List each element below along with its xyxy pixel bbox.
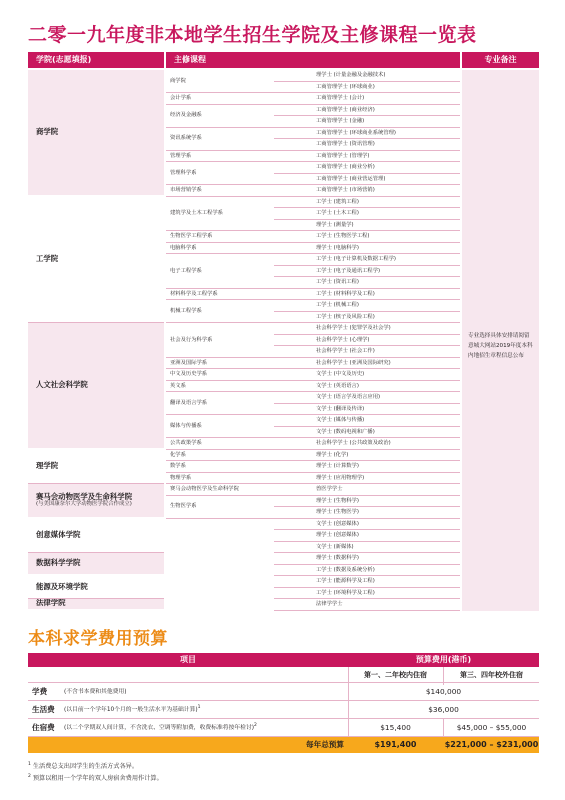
department-cell: 资讯系统学系 bbox=[166, 128, 274, 151]
degree-cell: 社会科学学士 (社会工作) bbox=[274, 346, 460, 358]
remarks-column bbox=[462, 52, 539, 611]
degree-cell: 社会科学学士 (公共政策及政治) bbox=[274, 438, 460, 450]
degree-cell: 工商管理学士 (环球商业系统管理) bbox=[274, 128, 460, 140]
degree-cell: 文学士 (英语语言) bbox=[274, 381, 460, 393]
footnote-number: 2 bbox=[28, 773, 31, 779]
fees-table bbox=[28, 653, 539, 753]
footnote-mark: 2 bbox=[254, 723, 257, 729]
college-name: 数据科学学院 bbox=[36, 558, 81, 568]
department-cell: 经济及金融系 bbox=[166, 105, 274, 128]
fees-row-desc-text: (以二个学期双人间计算，不含洗衣、空调等附加费，收费标准将按年检讨) bbox=[64, 725, 255, 731]
fees-sub-year12: 第一、二年校内住宿 bbox=[364, 671, 427, 679]
fees-row-desc bbox=[64, 701, 201, 719]
fees-row-desc: (不含书本费和其他费用) bbox=[64, 689, 127, 695]
degree-cell: 工学士 (机械工程) bbox=[274, 300, 460, 312]
fees-header-row bbox=[28, 653, 539, 667]
college-name: 创意媒体学院 bbox=[36, 529, 81, 539]
programme-table bbox=[28, 52, 539, 611]
fees-row-label: 住宿费 bbox=[32, 723, 55, 732]
remarks-header: 专业备注 bbox=[462, 52, 539, 68]
department-cell: 中文及历史学系 bbox=[166, 369, 274, 381]
college-name: 工学院 bbox=[36, 253, 59, 263]
college-column bbox=[28, 52, 164, 611]
department-cell: 化学系 bbox=[166, 450, 274, 462]
degree-cell: 工商管理学士 (会计) bbox=[274, 93, 460, 105]
degree-cell: 工学士 (资讯工程) bbox=[274, 277, 460, 289]
degree-cell: 文学士 (创意媒体) bbox=[274, 519, 460, 531]
department-cell: 市场营销学系 bbox=[166, 185, 274, 197]
college-cell bbox=[28, 197, 164, 324]
department-cell: 材料科学及工程学系 bbox=[166, 289, 274, 301]
college-subtitle: (与美国康奈尔大学动物医学院合作成立) bbox=[36, 501, 132, 508]
department-cell: 英文系 bbox=[166, 381, 274, 393]
degree-cell: 工学士 (数据及系统分析) bbox=[274, 565, 460, 577]
department-cell: 社会及行为科学系 bbox=[166, 323, 274, 358]
fees-row-value: $140,000 bbox=[425, 687, 462, 696]
department-cell: 数学系 bbox=[166, 461, 274, 473]
department-cell: 商学院 bbox=[166, 70, 274, 93]
degree-cell: 理学士 (创意媒体) bbox=[274, 530, 460, 542]
college-name: 能源及环境学院 bbox=[36, 581, 88, 591]
degree-cell: 工商管理学士 (环球商业) bbox=[274, 82, 460, 94]
degree-cell: 理学士 (化学) bbox=[274, 450, 460, 462]
degree-column bbox=[274, 52, 460, 611]
college-cell bbox=[28, 599, 164, 611]
footnote-text: 生活费总支出因学生的生活方式各异。 bbox=[32, 763, 139, 770]
college-name: 赛马会动物医学及生命科学院 bbox=[36, 491, 133, 501]
degree-cell: 文学士 (中文及历史) bbox=[274, 369, 460, 381]
fees-row-value2: $45,000 – $55,000 bbox=[456, 723, 527, 732]
fees-row-label: 学费 bbox=[32, 687, 48, 696]
degree-cell: 法律学学士 bbox=[274, 599, 460, 611]
college-cell bbox=[28, 70, 164, 197]
degree-cell: 工商管理学士 (商业营运管理) bbox=[274, 174, 460, 186]
fees-row-desc bbox=[64, 719, 257, 737]
degree-cell: 文学士 (新媒体) bbox=[274, 542, 460, 554]
department-column bbox=[166, 52, 274, 611]
department-cell: 媒体与传播系 bbox=[166, 415, 274, 438]
degree-cell: 工学士 (建筑工程) bbox=[274, 197, 460, 209]
degree-cell: 理学士 (计算数学) bbox=[274, 461, 460, 473]
department-cell: 物理学系 bbox=[166, 473, 274, 485]
department-cell: 电脑科学系 bbox=[166, 243, 274, 255]
degree-cell: 理学士 (数据科学) bbox=[274, 553, 460, 565]
degree-cell: 文学士 (翻译及传译) bbox=[274, 404, 460, 416]
remarks-note: 专业选择具体安排请阅留意城大网站2019年度本科内地招生章程信息公布 bbox=[468, 333, 533, 359]
degree-cell: 社会科学学士 (亚洲及国际研究) bbox=[274, 358, 460, 370]
degree-cell: 工商管理学士 (管理学) bbox=[274, 151, 460, 163]
degree-header bbox=[274, 52, 460, 68]
fees-row-value: $15,400 bbox=[380, 723, 411, 732]
degree-cell: 文学士 (语言学及语言应用) bbox=[274, 392, 460, 404]
college-name: 法律学院 bbox=[36, 599, 66, 608]
footnote-1 bbox=[28, 761, 138, 770]
fees-title: 本科求学费用预算 bbox=[28, 629, 168, 649]
degree-cell: 工学士 (环境科学及工程) bbox=[274, 588, 460, 600]
college-header: 学院(志愿填报) bbox=[28, 52, 164, 68]
fees-sub-year34: 第三、四年校外住宿 bbox=[460, 671, 523, 679]
college-name: 理学院 bbox=[36, 460, 59, 470]
department-cell: 会计学系 bbox=[166, 93, 274, 105]
department-cell: 生物医学工程学系 bbox=[166, 231, 274, 243]
footnote-mark: 1 bbox=[197, 705, 201, 711]
fees-subheader-row bbox=[28, 667, 539, 683]
fees-row-label: 生活费 bbox=[32, 705, 55, 714]
degree-cell: 工商管理学士 (金融) bbox=[274, 116, 460, 128]
degree-cell: 工学士 (核子及风险工程) bbox=[274, 312, 460, 324]
department-cell: 翻译及语言学系 bbox=[166, 392, 274, 415]
fees-total-row bbox=[28, 737, 539, 753]
fees-divider bbox=[348, 667, 349, 737]
footnote-2 bbox=[28, 773, 163, 782]
fees-row-tuition bbox=[28, 683, 539, 701]
college-cell bbox=[28, 484, 164, 519]
degree-cell: 兽医学学士 bbox=[274, 484, 460, 496]
degree-cell: 工学士 (土木工程) bbox=[274, 208, 460, 220]
degree-cell: 工学士 (能源科学及工程) bbox=[274, 576, 460, 588]
degree-cell: 理学士 (生物医学) bbox=[274, 507, 460, 519]
degree-cell: 理学士 (电脑科学) bbox=[274, 243, 460, 255]
fees-divider bbox=[443, 667, 444, 685]
degree-cell: 工学士 (材料科学及工程) bbox=[274, 289, 460, 301]
degree-cell: 工商管理学士 (商业分析) bbox=[274, 162, 460, 174]
college-cell bbox=[28, 576, 164, 599]
fees-total-value1: $191,400 bbox=[374, 740, 417, 749]
programme-header: 主修课程 bbox=[166, 52, 274, 68]
department-cell: 管理学系 bbox=[166, 151, 274, 163]
degree-cell: 文学士 (数码电视和广播) bbox=[274, 427, 460, 439]
fees-row-desc-text: (以目前一个学年10个月的一般生活水平为基础计算) bbox=[64, 707, 198, 713]
fees-row-living bbox=[28, 701, 539, 719]
college-cell bbox=[28, 553, 164, 576]
department-cell: 建筑学及土木工程学系 bbox=[166, 197, 274, 232]
department-cell: 赛马会动物医学及生命科学院 bbox=[166, 484, 274, 496]
degree-cell: 工学士 (电子计算机及数据工程学) bbox=[274, 254, 460, 266]
programmes-title: 二零一九年度非本地学生招生学院及主修课程一览表 bbox=[28, 24, 477, 46]
fees-header-budget: 预算费用(港币) bbox=[415, 655, 472, 664]
degree-cell: 理学士 (计量金融及金融技术) bbox=[274, 70, 460, 82]
fees-row-accommodation bbox=[28, 719, 539, 737]
fees-header-item: 项目 bbox=[180, 655, 196, 664]
degree-cell: 理学士 (生物科学) bbox=[274, 496, 460, 508]
degree-cell: 工商管理学士 (市场营销) bbox=[274, 185, 460, 197]
college-cell bbox=[28, 450, 164, 485]
college-cell bbox=[28, 519, 164, 554]
degree-cell: 社会科学学士 (犯罪学及社会学) bbox=[274, 323, 460, 335]
degree-cell: 工商管理学士 (资讯管理) bbox=[274, 139, 460, 151]
college-name: 人文社会科学院 bbox=[36, 379, 88, 389]
footnote-number: 1 bbox=[28, 761, 31, 767]
degree-cell: 工学士 (电子及通讯工程学) bbox=[274, 266, 460, 278]
college-cell bbox=[28, 323, 164, 450]
department-cell: 亚洲及国际学系 bbox=[166, 358, 274, 370]
fees-total-value2: $221,000 – $231,000 bbox=[444, 740, 539, 749]
degree-cell: 工商管理学士 (商业经济) bbox=[274, 105, 460, 117]
department-cell: 机械工程学系 bbox=[166, 300, 274, 323]
department-cell: 生物医学系 bbox=[166, 496, 274, 519]
fees-divider bbox=[443, 719, 444, 737]
degree-cell: 社会科学学士 (心理学) bbox=[274, 335, 460, 347]
degree-cell: 工学士 (生物医学工程) bbox=[274, 231, 460, 243]
department-cell: 管理科学系 bbox=[166, 162, 274, 185]
degree-cell: 文学士 (媒体与传播) bbox=[274, 415, 460, 427]
fees-total-label: 每年总预算 bbox=[306, 740, 344, 749]
degree-cell: 理学士 (应用物理学) bbox=[274, 473, 460, 485]
degree-cell: 理学士 (测量学) bbox=[274, 220, 460, 232]
department-cell: 公共政策学系 bbox=[166, 438, 274, 450]
college-name: 商学院 bbox=[36, 126, 59, 136]
department-cell: 电子工程学系 bbox=[166, 254, 274, 289]
fees-row-value: $36,000 bbox=[428, 705, 459, 714]
footnote-text: 预算以租用一个学年的双人房宿舍费用作计算。 bbox=[32, 775, 163, 782]
